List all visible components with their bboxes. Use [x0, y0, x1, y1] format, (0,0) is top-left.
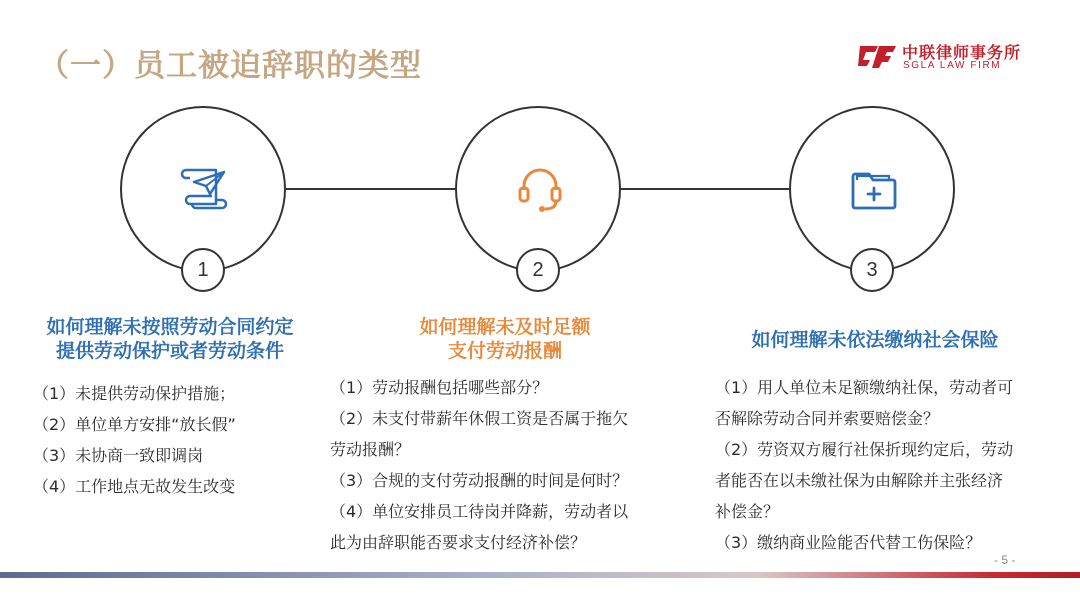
list-item: （4）单位安排员工待岗并降薪，劳动者以: [330, 502, 629, 521]
list-item: （4）工作地点无故发生改变: [33, 477, 236, 496]
bottom-gradient-bar: [0, 572, 1080, 578]
list-item: （3）合规的支付劳动报酬的时间是何时？: [330, 471, 629, 490]
list-item: 补偿金？: [715, 502, 780, 521]
list-item: （3）未协商一致即调岗: [33, 446, 204, 465]
slide-title: （一）员工被迫辞职的类型: [38, 48, 422, 84]
section-3-heading: [720, 328, 1030, 352]
section-2-heading-line-2: 支付劳动报酬: [447, 340, 562, 362]
list-item: （2）单位单方安排“放长假”: [33, 415, 236, 434]
connector-line-1: [286, 188, 456, 190]
section-2-items: [330, 372, 628, 558]
section-1-heading-line-2: 提供劳动保护或者劳动条件: [55, 340, 284, 362]
section-3-number: 3: [850, 248, 894, 292]
section-1-heading-line-1: 如何理解未按照劳动合同约定: [46, 316, 294, 338]
firm-name-cn: 中联律师事务所: [902, 43, 1022, 62]
firm-name-en: SGLA LAW FIRM: [903, 60, 1002, 71]
list-item: （1）用人单位未足额缴纳社保，劳动者可: [715, 378, 1014, 397]
list-item: （1）未提供劳动保护措施；: [33, 384, 236, 403]
headset-icon: [515, 164, 565, 214]
section-2-number: 2: [516, 248, 560, 292]
firm-logo: [858, 40, 1058, 74]
list-item: （2）未支付带薪年休假工资是否属于拖欠: [330, 409, 629, 428]
list-item: （1）劳动报酬包括哪些部分？: [330, 378, 549, 397]
section-1-number: 1: [181, 248, 225, 292]
section-2-heading-line-1: 如何理解未及时足额: [419, 316, 591, 338]
list-item: 劳动报酬？: [330, 440, 411, 459]
connector-line-2: [620, 188, 790, 190]
list-item: （2）劳资双方履行社保折现约定后，劳动: [715, 440, 1014, 459]
list-item: （3）缴纳商业险能否代替工伤保险？: [715, 533, 982, 552]
section-1-items: [33, 378, 236, 502]
section-3-heading-line-1: 如何理解未依法缴纳社会保险: [751, 329, 999, 351]
list-item: 者能否在以未缴社保为由解除并主张经济: [715, 471, 1004, 490]
section-1-heading: [20, 315, 320, 363]
scroll-paper-plane-icon: [180, 164, 230, 214]
section-3-items: [715, 372, 1013, 558]
folder-plus-icon: [849, 164, 899, 214]
page-number: - 5 -: [994, 553, 1016, 567]
list-item: 否解除劳动合同并索要赔偿金？: [715, 409, 940, 428]
list-item: 此为由辞职能否要求支付经济补偿？: [330, 533, 587, 552]
firm-logo-mark-icon: [858, 40, 896, 72]
section-2-heading: [380, 315, 630, 363]
